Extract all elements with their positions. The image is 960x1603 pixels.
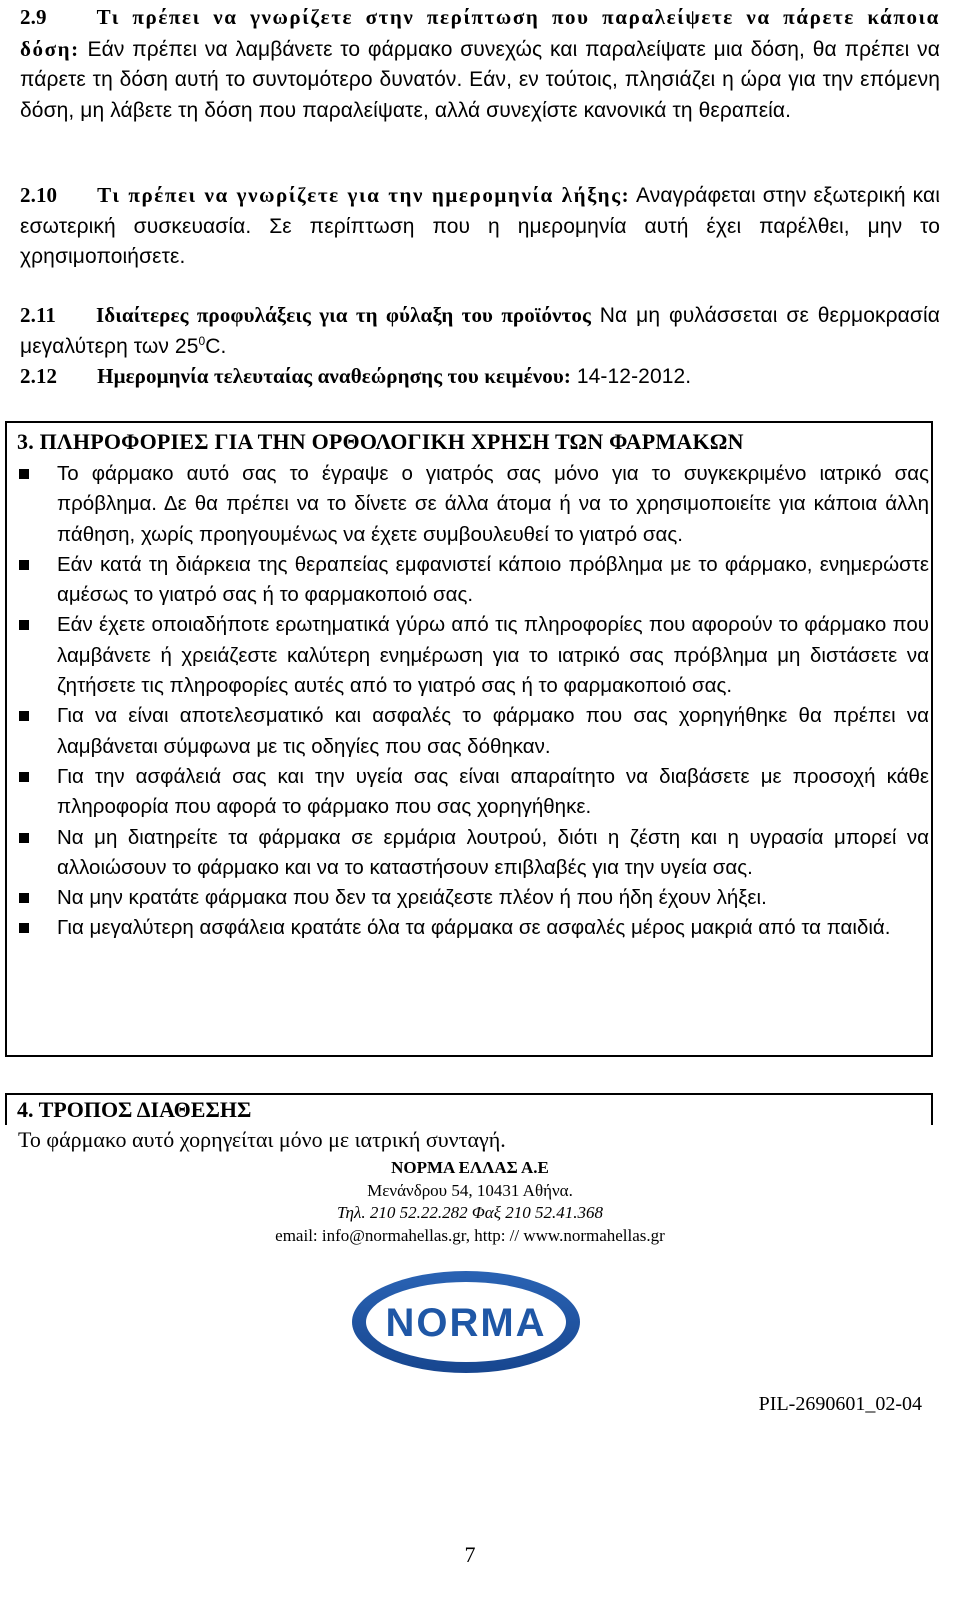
- section-2-10: [20, 180, 940, 273]
- section-text: Εάν πρέπει να λαμβάνετε το φάρμακο συνεχώς και παραλείψατε μια δόση, θα πρέπει να πάρετε τη δόση αυτή το συντομότερο δυνατόν. Εάν, εν τούτοις, πλησιάζει η ώρα για την επόμενη δόση, μη λάβετε τη δόση που παραλείψατε, αλλά συνεχίστε κανονικά τη θεραπεία.: [20, 37, 941, 122]
- square-bullet-icon: [19, 923, 29, 933]
- rational-use-list: [17, 459, 929, 944]
- section-number: 2.10: [20, 183, 58, 207]
- section-3-title: 3. ΠΛΗΡΟΦΟΡΙΕΣ ΓΙΑ ΤΗΝ ΟΡΘΟΛΟΓΙΚΗ ΧΡΗΣΗ ΤΩΝ ΦΑΡΜΑΚΩΝ: [17, 429, 744, 454]
- list-item: Το φάρμακο αυτό σας το έγραψε ο γιατρός σας μόνο για το συγκεκριμένο ιατρικό σας πρόβλημα. Δε θα πρέπει να το δίνετε σε άλλα άτομα ή να το χρησιμοποιείτε για κάποια άλλη πάθηση, χωρίς προηγουμένως να έχετε συμβουλευθεί το γιατρό σας.: [17, 459, 929, 550]
- section-4-title: 4. ΤΡΟΠΟΣ ΔΙΑΘΕΣΗΣ: [17, 1097, 252, 1122]
- company-phone: Τηλ. 210 52.22.282 Φαξ 210 52.41.368: [337, 1203, 603, 1222]
- list-item: Να μη διατηρείτε τα φάρμακα σε ερμάρια λουτρού, διότι η ζέστη και η υγρασία μπορεί να αλλοιώσουν το φάρμακο και να το καταστήσουν επιβλαβές για την υγεία σας.: [17, 823, 929, 884]
- section-heading: Τι πρέπει να γνωρίζετε στην περίπτωση που παραλείψετε να πάρετε κάποια δόση:: [20, 5, 940, 61]
- section-heading: Τι πρέπει να γνωρίζετε για την ημερομηνία λήξης:: [97, 183, 631, 207]
- superscript-degree: 0: [198, 333, 206, 348]
- square-bullet-icon: [19, 620, 29, 630]
- temperature-unit: C.: [205, 334, 227, 358]
- section-heading: Ημερομηνία τελευταίας αναθεώρησης του κειμένου:: [97, 364, 571, 388]
- section-text: Αναγράφεται στην εξωτερική και εσωτερική συσκευασία. Σε περίπτωση που η ημερομηνία αυτή έχει παρέλθει, μην το χρησιμοποιήσετε.: [20, 184, 941, 268]
- list-item: Εάν έχετε οποιαδήποτε ερωτηματικά γύρω από τις πληροφορίες που αφορούν το φάρμακο που λαμβάνετε ή χρειάζεστε καλύτερη ενημέρωση για το ιατρικό σας πρόβλημα μη διστάσετε να ζητήσετε τις πληροφορίες αυτές από το γιατρό σας ή το φαρμακοποιό σας.: [17, 610, 929, 701]
- section-number: 2.12: [20, 364, 58, 388]
- section-heading: Ιδιαίτερες προφυλάξεις για τη φύλαξη του προϊόντος: [96, 303, 591, 327]
- section-number: 2.11: [20, 303, 56, 327]
- square-bullet-icon: [19, 893, 29, 903]
- section-text: 14-12-2012.: [576, 365, 692, 388]
- company-address: Μενάνδρου 54, 10431 Αθήνα.: [367, 1181, 573, 1200]
- section-2-11: [20, 300, 940, 362]
- prescription-note: Το φάρμακο αυτό χορηγείται μόνο με ιατρική συνταγή.: [18, 1127, 506, 1152]
- section-2-9: [20, 2, 940, 126]
- section-2-12: [20, 361, 940, 393]
- section-text: Να μη φυλάσσεται σε θερμοκρασία μεγαλύτερη των 25: [20, 304, 940, 358]
- square-bullet-icon: [19, 560, 29, 570]
- list-item: Για να είναι αποτελεσματικό και ασφαλές το φάρμακο που σας χορηγήθηκε θα πρέπει να λαμβάνεται σύμφωνα με τις οδηγίες που σας δόθηκαν.: [17, 701, 929, 762]
- list-item: Για μεγαλύτερη ασφάλεια κρατάτε όλα τα φάρμακα σε ασφαλές μέρος μακριά από τα παιδιά.: [17, 913, 929, 943]
- square-bullet-icon: [19, 772, 29, 782]
- page-number: 7: [464, 1542, 476, 1567]
- square-bullet-icon: [19, 711, 29, 721]
- company-contact: email: info@normahellas.gr, http: // www.normahellas.gr: [275, 1226, 665, 1245]
- rational-use-box: [5, 421, 933, 1057]
- list-item: Εάν κατά τη διάρκεια της θεραπείας εμφανιστεί κάποιο πρόβλημα με το φάρμακο, ενημερώστε αμέσως το γιατρό σας ή το φαρμακοποιό σας.: [17, 550, 929, 611]
- square-bullet-icon: [19, 469, 29, 479]
- norma-logo: [348, 1268, 584, 1376]
- company-name: ΝΟΡΜΑ ΕΛΛΑΣ Α.Ε: [391, 1158, 549, 1177]
- list-item: Να μην κρατάτε φάρμακα που δεν τα χρειάζεστε πλέον ή που ήδη έχουν λήξει.: [17, 883, 929, 913]
- dispensing-box: [5, 1093, 933, 1125]
- section-number: 2.9: [20, 5, 47, 29]
- logo-wordmark: NORMA: [385, 1301, 547, 1345]
- document-code: PIL-2690601_02-04: [758, 1393, 922, 1415]
- list-item: Για την ασφάλειά σας και την υγεία σας είναι απαραίτητο να διαβάσετε με προσοχή κάθε πληροφορία που αφορά το φάρμακο που σας χορηγήθηκε.: [17, 762, 929, 823]
- square-bullet-icon: [19, 833, 29, 843]
